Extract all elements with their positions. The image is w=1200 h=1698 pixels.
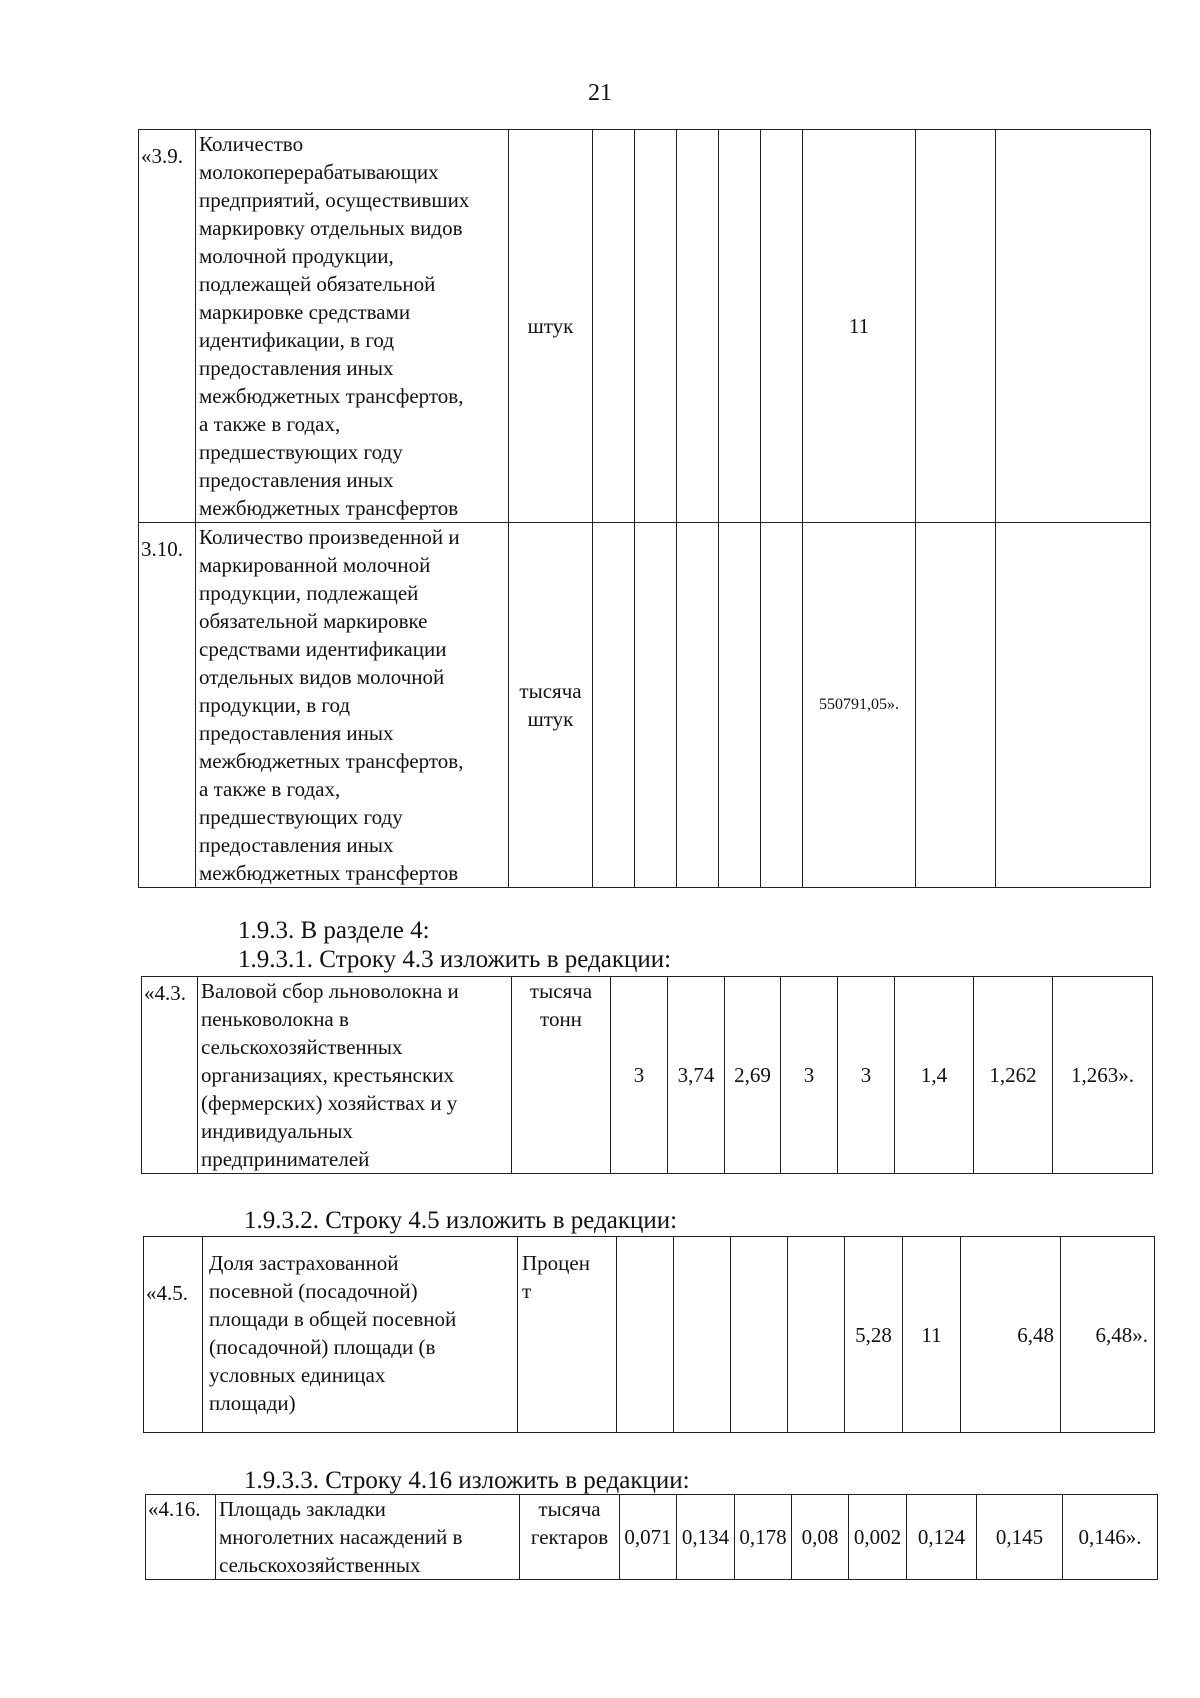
table-row-4-16 [145, 1494, 1158, 1580]
table-cell [761, 523, 803, 888]
row-value: 11 [803, 130, 916, 523]
subsection-heading-4-3: 1.9.3.1. Строку 4.3 изложить в редакции: [238, 946, 672, 973]
table-cell [593, 130, 635, 523]
row-number: «4.5. [144, 1237, 203, 1433]
row-number: «4.3. [142, 977, 198, 1174]
row-number: «3.9. [139, 130, 196, 523]
table-row [139, 523, 1151, 888]
table-row-4-5 [143, 1236, 1155, 1433]
row-value: 550791,05». [803, 523, 916, 888]
table-row [144, 1237, 1155, 1433]
row-value [788, 1237, 845, 1433]
row-value: 0,124 [907, 1495, 977, 1580]
row-value: 3 [838, 977, 895, 1174]
table-cell [719, 523, 761, 888]
table-cell [677, 130, 719, 523]
table-cell [677, 523, 719, 888]
row-value: 0,178 [735, 1495, 792, 1580]
table-row [146, 1495, 1158, 1580]
row-value: 2,69 [725, 977, 781, 1174]
row-value: 1,263». [1053, 977, 1153, 1174]
row-unit: тысяча тонн [512, 977, 611, 1174]
row-unit: тысяча гектаров [520, 1495, 620, 1580]
row-value: 3,74 [668, 977, 725, 1174]
table-cell [761, 130, 803, 523]
table-indicators-3 [138, 129, 1151, 888]
row-value [617, 1237, 674, 1433]
row-description: Доля застрахованной посевной (посадочной) площади в общей посевной (посадочной) площади (в условных единицах площади) [203, 1237, 518, 1433]
row-description: Площадь закладки многолетних насаждений в сельскохозяйственных [216, 1495, 520, 1580]
row-value: 11 [903, 1237, 961, 1433]
page-number: 21 [588, 80, 612, 106]
table-row-4-3 [141, 976, 1153, 1174]
table-cell [593, 523, 635, 888]
row-value: 5,28 [845, 1237, 903, 1433]
row-value: 0,08 [792, 1495, 849, 1580]
row-value: 0,071 [620, 1495, 677, 1580]
table-row [142, 977, 1153, 1174]
row-value: 0,145 [977, 1495, 1063, 1580]
row-value: 0,002 [849, 1495, 907, 1580]
row-value: 3 [611, 977, 668, 1174]
table-cell [719, 130, 761, 523]
table-cell [996, 130, 1151, 523]
row-number: 3.10. [139, 523, 196, 888]
row-unit: штук [509, 130, 593, 523]
row-value [731, 1237, 788, 1433]
row-unit: тысяча штук [509, 523, 593, 888]
row-value [674, 1237, 731, 1433]
table-cell [916, 130, 996, 523]
table-row [139, 130, 1151, 523]
section-heading: 1.9.3. В разделе 4: [238, 917, 430, 944]
row-unit: Процен т [518, 1237, 617, 1433]
row-value: 0,134 [677, 1495, 735, 1580]
table-cell [635, 523, 677, 888]
row-description: Количество произведенной и маркированной молочной продукции, подлежащей обязательной маркировке средствами идентификации отдельных видов молочной продукции, в год предоставления иных межбюджетных трансфертов, а также в годах, предшествующих году предоставления иных межбюджетных трансфертов [196, 523, 509, 888]
row-number: «4.16. [146, 1495, 216, 1580]
row-value: 0,146». [1063, 1495, 1158, 1580]
row-value: 1,4 [895, 977, 974, 1174]
row-description: Валовой сбор льноволокна и пеньковолокна в сельскохозяйственных организациях, крестьянских (фермерских) хозяйствах и у индивидуальных предпринимателей [198, 977, 512, 1174]
subsection-heading-4-5: 1.9.3.2. Строку 4.5 изложить в редакции: [244, 1207, 678, 1234]
subsection-heading-4-16: 1.9.3.3. Строку 4.16 изложить в редакции: [244, 1467, 690, 1494]
row-description: Количество молокоперерабатывающих предприятий, осуществивших маркировку отдельных видов молочной продукции, подлежащей обязательной маркировке средствами идентификации, в год предоставления иных межбюджетных трансфертов, а также в годах, предшествующих году предоставления иных межбюджетных трансфертов [196, 130, 509, 523]
row-value: 6,48 [961, 1237, 1061, 1433]
table-cell [635, 130, 677, 523]
row-value: 1,262 [974, 977, 1053, 1174]
row-value: 3 [781, 977, 838, 1174]
row-value: 6,48». [1061, 1237, 1155, 1433]
table-cell [996, 523, 1151, 888]
table-cell [916, 523, 996, 888]
